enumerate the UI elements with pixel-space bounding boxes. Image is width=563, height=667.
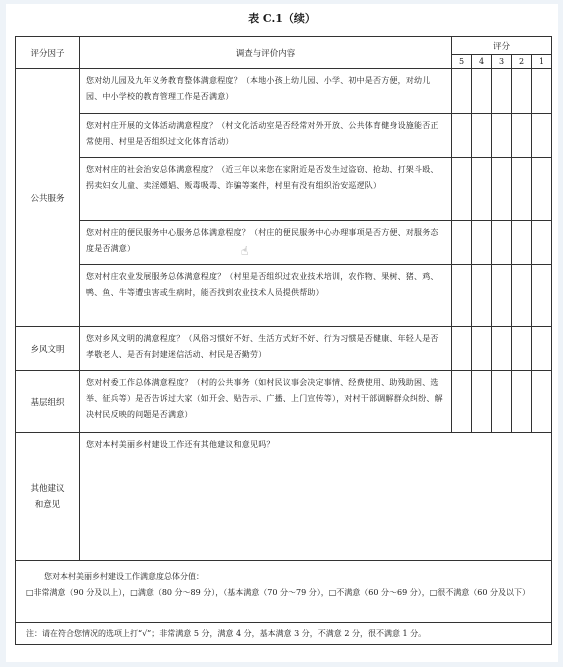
score-cell[interactable] bbox=[472, 221, 492, 265]
question-other-suggestions[interactable]: 您对本村美丽乡村建设工作还有其他建议和意见吗？ bbox=[80, 433, 552, 561]
footnote: 注：请在符合您情况的选项上打“√”；非常满意 5 分，满意 4 分，基本满意 3 分，不满意 2 分，很不满意 1 分。 bbox=[16, 623, 552, 645]
overall-question: 您对本村美丽乡村建设工作满意度总体分值： bbox=[44, 572, 204, 581]
question-village-committee: 您对村委工作总体满意程度？（村的公共事务（如村民议事会决定事情、经费使用、助残助困、选举、征兵等）是否告诉过大家（如开会、贴告示、广播、上门宣传等），对村干部调解群众纠纷、解决村民反映的问题是否满意） bbox=[80, 371, 452, 433]
score-cell[interactable] bbox=[452, 114, 472, 158]
score-cell[interactable] bbox=[512, 327, 532, 371]
score-cell[interactable] bbox=[492, 69, 512, 114]
question-service-center: 您对村庄的便民服务中心服务总体满意程度？（村庄的便民服务中心办理事项是否方便、对服务态度是否满意） bbox=[80, 221, 452, 265]
score-cell[interactable] bbox=[472, 158, 492, 221]
score-header-2: 2 bbox=[512, 55, 532, 69]
score-header-5: 5 bbox=[452, 55, 472, 69]
document-page bbox=[6, 4, 558, 662]
table-title: 表 C.1（续） bbox=[248, 12, 316, 25]
score-cell[interactable] bbox=[472, 69, 492, 114]
score-cell[interactable] bbox=[532, 158, 552, 221]
score-header-1: 1 bbox=[532, 55, 552, 69]
score-cell[interactable] bbox=[472, 371, 492, 433]
header-factor: 评分因子 bbox=[16, 37, 80, 69]
factor-rural-civility: 乡风文明 bbox=[16, 327, 80, 371]
survey-table bbox=[15, 36, 552, 645]
score-cell[interactable] bbox=[512, 221, 532, 265]
score-cell[interactable] bbox=[452, 371, 472, 433]
score-cell[interactable] bbox=[452, 158, 472, 221]
score-cell[interactable] bbox=[492, 158, 512, 221]
score-header-3: 3 bbox=[492, 55, 512, 69]
question-public-security: 您对村庄的社会治安总体满意程度？（近三年以来您在家附近是否发生过盗窃、抢劫、打架斗殴、拐卖妇女儿童、卖淫嫖娼、贩毒吸毒、诈骗等案件，村里有没有组织治安巡逻队） bbox=[80, 158, 452, 221]
score-cell[interactable] bbox=[532, 221, 552, 265]
score-header-4: 4 bbox=[472, 55, 492, 69]
hand-cursor-icon: ☝ bbox=[241, 244, 249, 258]
score-cell[interactable] bbox=[492, 371, 512, 433]
score-cell[interactable] bbox=[532, 265, 552, 327]
score-cell[interactable] bbox=[472, 327, 492, 371]
score-cell[interactable] bbox=[452, 265, 472, 327]
score-cell[interactable] bbox=[532, 114, 552, 158]
score-cell[interactable] bbox=[452, 221, 472, 265]
header-content: 调查与评价内容 bbox=[80, 37, 452, 69]
score-cell[interactable] bbox=[512, 69, 532, 114]
score-cell[interactable] bbox=[532, 327, 552, 371]
question-education: 您对幼儿园及九年义务教育整体满意程度？（本地小孩上幼儿园、小学、初中是否方便，对幼儿园、中小学校的教育管理工作是否满意） bbox=[80, 69, 452, 114]
overall-satisfaction-cell bbox=[16, 561, 552, 623]
score-cell[interactable] bbox=[492, 265, 512, 327]
score-cell[interactable] bbox=[492, 221, 512, 265]
factor-other-suggestions: 其他建议和意见 bbox=[16, 433, 80, 561]
score-cell[interactable] bbox=[512, 265, 532, 327]
header-score: 评分 bbox=[452, 37, 552, 55]
score-cell[interactable] bbox=[492, 327, 512, 371]
score-cell[interactable] bbox=[492, 114, 512, 158]
question-agriculture: 您对村庄农业发展服务总体满意程度？（村里是否组织过农业技术培训，农作物、果树、猪、鸡、鸭、鱼、牛等遭虫害或生病时，能否找到农业技术人员提供帮助） bbox=[80, 265, 452, 327]
question-civility: 您对乡风文明的满意程度？（风俗习惯好不好、生活方式好不好、行为习惯是否健康、年轻人是否孝敬老人、是否有封建迷信活动、村民是否勤劳） bbox=[80, 327, 452, 371]
overall-options[interactable]: □非常满意（90 分及以上），□满意（80 分～89 分），（基本满意（70 分～79 分），□不满意（60 分～69 分），□很不满意（60 分及以下） bbox=[26, 588, 531, 597]
factor-public-service: 公共服务 bbox=[16, 69, 80, 327]
score-cell[interactable] bbox=[532, 69, 552, 114]
score-cell[interactable] bbox=[512, 158, 532, 221]
score-cell[interactable] bbox=[472, 265, 492, 327]
factor-grassroots: 基层组织 bbox=[16, 371, 80, 433]
score-cell[interactable] bbox=[532, 371, 552, 433]
question-culture-sports: 您对村庄开展的文体活动满意程度？（村文化活动室是否经常对外开放、公共体育健身设施能否正常使用、村里是否组织过文化体育活动） bbox=[80, 114, 452, 158]
score-cell[interactable] bbox=[472, 114, 492, 158]
score-cell[interactable] bbox=[512, 371, 532, 433]
score-cell[interactable] bbox=[452, 327, 472, 371]
score-cell[interactable] bbox=[452, 69, 472, 114]
score-cell[interactable] bbox=[512, 114, 532, 158]
